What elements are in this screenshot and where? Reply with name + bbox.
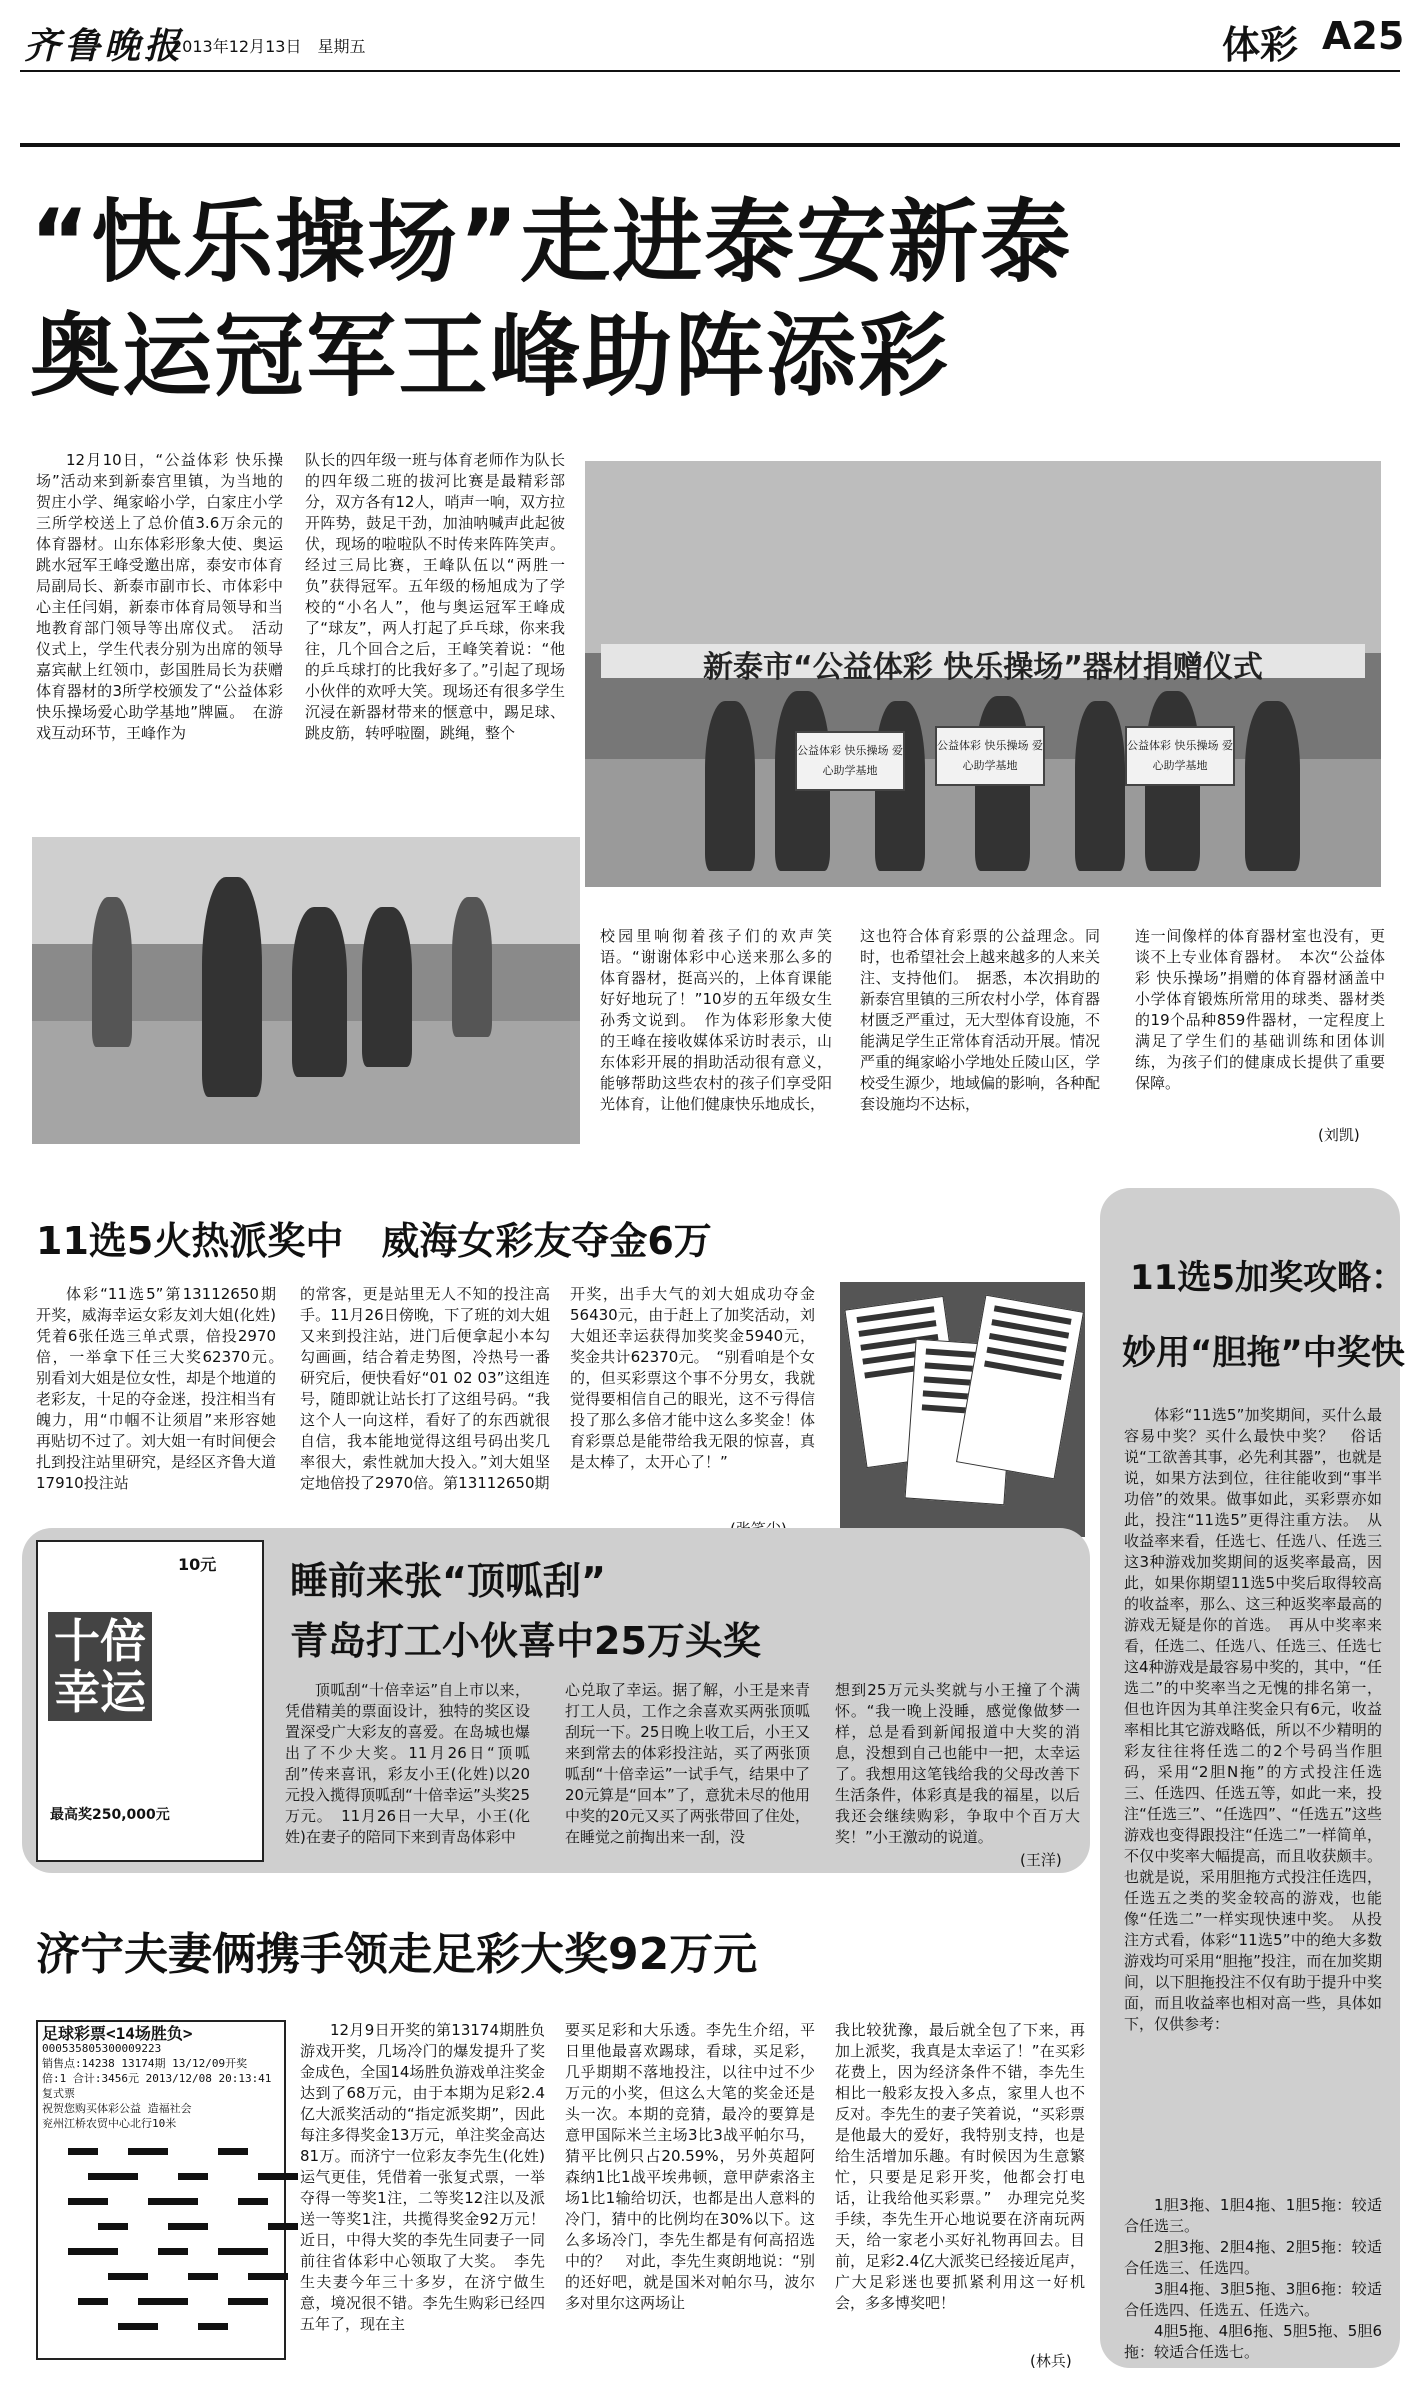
sidebar-tip: 1胆3拖、1胆4拖、1胆5拖：较适合任选三。 bbox=[1124, 2196, 1382, 2235]
article3-col2: 心兑取了幸运。据了解，小王是来青打工人员，工作之余喜欢买两张顶呱刮玩一下。25日晚上收工后，小王又来到常去的体彩投注站，买了两张顶呱刮“十倍幸运”一试手气，结果中了20元算是“回本”了，意犹未尽的他用中奖的20元又买了两张带回了住处，在睡觉之前掏出来一刮，没 bbox=[565, 1681, 810, 1846]
article3-title-line2: 青岛打工小伙喜中25万头奖 bbox=[290, 1619, 761, 1663]
person-figure bbox=[92, 897, 132, 1047]
sidebar-tip: 3胆4拖、3胆5拖、3胆6拖：较适合任选四、任选五、任选六。 bbox=[1124, 2280, 1382, 2319]
lottery-tickets-photo bbox=[840, 1282, 1085, 1537]
article1-title-line1: “快乐操场”走进泰安新泰 bbox=[30, 190, 1073, 295]
ticket-line: 祝贺您购买体彩公益 造福社会 bbox=[42, 2102, 192, 2115]
article1-col3: 校园里响彻着孩子们的欢声笑语。“谢谢体彩中心送来那么多的体育器材，挺高兴的，上体育课能好好地玩了！”10岁的五年级女生孙秀文说到。 作为体彩形象大使的王峰在接收媒体采访时表示，山东体彩开展的捐助活动很有意义，能够帮助这些农村的孩子们享受阳光体育，让他们健康快乐地成长， bbox=[600, 927, 832, 1113]
article4-signature: (林兵) bbox=[1030, 2352, 1072, 2370]
article1-signature: (刘凯) bbox=[1318, 1126, 1360, 1144]
article1-col2: 队长的四年级一班与体育老师作为队长的四年级二班的拔河比赛是最精彩部分，双方各有12人，哨声一响，双方拉开阵势，鼓足干劲，加油呐喊声此起彼伏，现场的啦啦队不时传来阵阵笑声。经过三局比赛，王峰队伍以“两胜一负”获得冠军。五年级的杨旭成为了学校的“小名人”，他与奥运冠军王峰成了“球友”，两人打起了乒乓球，你来我往，几个回合之后，王峰笑着说：“他的乒乓球打的比我好多了。”引起了现场小伙伴的欢呼大笑。现场还有很多学生沉浸在新器材带来的惬意中，踢足球、跳皮筋，转呼啦圈，跳绳，整个 bbox=[305, 451, 565, 742]
tug-of-war-photo bbox=[32, 837, 580, 1144]
article2-col1: 体彩“11选5”第13112650期开奖，威海幸运女彩友刘大姐(化姓)凭着6张任选三单式票，倍投2970倍，一举拿下任三大奖62370元。 别看刘大姐是位女性，却是个地道的老彩友，十足的夺金迷，投注相当有魄力，用“巾帼不让须眉”来形容她再贴切不过了。刘大姐一有时间便会扎到投注站里研究，是经区齐鲁大道17910投注站 bbox=[36, 1285, 292, 1492]
ticket-line: 复式票 bbox=[42, 2087, 75, 2100]
plaque: 公益体彩 快乐操场 爱心助学基地 bbox=[935, 726, 1045, 786]
article1-col1: 12月10日，“公益体彩 快乐操场”活动来到新泰宫里镇，为当地的贺庄小学、绳家峪小学，白家庄小学三所学校送上了总价值3.6万余元的体育器材。山东体彩形象大使、奥运跳水冠军王峰受邀出席，泰安市体育局副局长、新泰市副市长、市体彩中心主任闫娟，新泰市体育局领导和当地教育部门领导等出席仪式。 活动仪式上，学生代表分别为出席的领导嘉宾献上红领巾，彭国胜局长为获赠体育器材的3所学校颁发了“公益体彩快乐操场爱心助学基地”牌匾。 在游戏互动环节，王峰作为 bbox=[36, 451, 283, 742]
article4-col2: 要买足彩和大乐透。李先生介绍，平日里他最喜欢踢球，看球，买足彩，几乎期期不落地投注，以往中过不少万元的小奖，但这么大笔的奖金还是头一次。本期的竞猜，最冷的要算是意甲国际米兰主场3比3战平帕尔马，猜平比例只占20.59%，另外英超阿森纳1比1战平埃弗顿，意甲萨索洛主场1比1输给切沃，也都是出人意料的冷门，猜中的比例均在30%以下。这么多场冷门，李先生都是有何高招选中的？ 对此，李先生爽朗地说：“别的还好吧，就是国米对帕尔马，波尔多对里尔这两场让 bbox=[565, 2021, 815, 2312]
page-number: A25 bbox=[1322, 14, 1405, 58]
article3-col1: 顶呱刮“十倍幸运”自上市以来，凭借精美的票面设计，独特的奖区设置深受广大彩友的喜爱。在岛城也爆出了不少大奖。11月26日“顶呱刮”传来喜讯，彩友小王(化姓)以20元投入揽得顶呱刮“十倍幸运”头奖25万元。 11月26日一大早，小王(化姓)在妻子的陪同下来到青岛体彩中 bbox=[285, 1681, 530, 1846]
newspaper-logo: 齐鲁晚报 bbox=[24, 25, 185, 67]
sidebar-title-line2: 妙用“胆拖”中奖快 bbox=[1122, 1333, 1405, 1373]
ticket-line: 000535805300009223 bbox=[42, 2042, 162, 2055]
section-name: 体彩 bbox=[1222, 23, 1299, 67]
football-lottery-ticket bbox=[36, 2020, 286, 2360]
sidebar-body: 体彩“11选5”加奖期间，买什么最容易中奖？买什么最快中奖？ 俗话说“工欲善其事，必先利其器”，也就是说，如果方法到位，往往能收到“事半功倍”的效果。做事如此，买彩票亦如此，投注“11选5”更得注重方法。 从收益率来看，任选七、任选八、任选三这3种游戏加奖期间的返奖率最高，因此，如果你期望11选5中奖后取得较高的收益率，那么、这三种返奖率最高的游戏无疑是你的首选。 再从中奖率来看，任选二、任选八、任选三、任选七这4种游戏是最容易中奖的，其中，“任选二”的中奖率当之无愧的排名第一，但也许因为其单注奖金只有6元，收益率相比其它游戏略低，所以不少精明的彩友往往将任选二的2个号码当作胆码，采用“2胆N拖”的方式投注任选三、任选四、任选五等，如此一来，投注“任选三”、“任选四”、“任选五”这些游戏也变得跟投注“任选二”一样简单，不仅中奖率大幅提高，而且收获颇丰。也就是说，采用胆拖方式投注任选四，任选五之类的奖金较高的游戏，也能像“任选二”一样实现快速中奖。 从投注方式看，体彩“11选5”中的绝大多数游戏均可采用“胆拖”投注，而在加奖期间，以下胆拖投注不仅有助于提升中奖面，而且收益率也相对高一些，具体如下，仅供参考： bbox=[1124, 1406, 1382, 2033]
ceremony-photo bbox=[585, 461, 1381, 887]
scratch-ticket-image bbox=[36, 1540, 264, 1862]
ticket-prize: 最高奖250,000元 bbox=[50, 1807, 170, 1823]
header-rule bbox=[20, 70, 1400, 72]
plaque: 公益体彩 快乐操场 爱心助学基地 bbox=[1125, 726, 1235, 786]
issue-date: 2013年12月13日 星期五 bbox=[172, 37, 366, 56]
lottery-ticket bbox=[956, 1295, 1084, 1480]
article1-col4: 这也符合体育彩票的公益理念。同时，也希望社会上越来越多的人来关注、支持他们。 据悉，本次捐助的新泰宫里镇的三所农村小学，体育器材匮乏严重过，无大型体育设施，不能满足学生正常体育活动开展。情况严重的绳家峪小学地处丘陵山区，学校受生源少，地域偏的影响，各种配套设施均不达标， bbox=[860, 927, 1101, 1113]
ticket-line: 销售点:14238 13174期 13/12/09开奖 bbox=[42, 2057, 248, 2070]
article3-col3: 想到25万元头奖就与小王撞了个满怀。“我一晚上没睡，感觉像做梦一样，总是看到新闻报道中大奖的消息，没想到自己也能中一把，太幸运了。我想用这笔钱给我的父母改善下生活条件，体彩真是我的福星，以后我还会继续购彩，争取中个百万大奖！”小王激动的说道。 bbox=[835, 1681, 1080, 1846]
article3-signature: (王洋) bbox=[1020, 1851, 1062, 1869]
person-figure bbox=[452, 897, 492, 1037]
article4-col3: 我比较犹豫，最后就全包了下来，再加上派奖，我真是太幸运了！”在买彩花费上，因为经济条件不错，李先生相比一般彩友投入多点，家里人也不反对。李先生的妻子笑着说，“买彩票是他最大的爱好，我特别支持，也是给生活增加乐趣。有时候因为生意繁忙，只要是足彩开奖，他都会打电话，让我给他买彩票。” 办理完兑奖手续，李先生开心地说要在济南玩两天，给一家老小买好礼物再回去。目前，足彩2.4亿大派奖已经接近尾声，广大足彩迷也要抓紧利用这一好机会，多多博奖吧！ bbox=[835, 2021, 1085, 2312]
header-rule-thick bbox=[20, 143, 1400, 147]
person-figure bbox=[1075, 701, 1125, 871]
article3-title-line1: 睡前来张“顶呱刮” bbox=[290, 1559, 606, 1603]
sidebar-title-line1: 11选5加奖攻略： bbox=[1130, 1258, 1405, 1298]
ticket-barcode-pattern bbox=[68, 2148, 308, 2338]
sidebar-tip: 4胆5拖、4胆6拖、5胆5拖、5胆6拖：较适合任选七。 bbox=[1124, 2322, 1382, 2361]
person-figure bbox=[292, 907, 347, 1077]
person-figure bbox=[1245, 701, 1300, 871]
article2-title: 11选5火热派奖中 威海女彩友夺金6万 bbox=[36, 1219, 712, 1263]
ticket-name: 十倍 幸运 bbox=[48, 1612, 152, 1721]
ticket-header: 足球彩票<14场胜负> bbox=[42, 2024, 193, 2043]
person-figure bbox=[705, 701, 755, 871]
plaque: 公益体彩 快乐操场 爱心助学基地 bbox=[795, 731, 905, 791]
article1-col5: 连一间像样的体育器材室也没有，更谈不上专业体育器材。 本次“公益体彩 快乐操场”捐赠的体育器材涵盖中小学体育锻炼所常用的球类、器材类的19个品种859件器材，一定程度上满足了学生们的基础训练和团体训练，为孩子们的健康成长提供了重要保障。 bbox=[1135, 927, 1385, 1092]
ceremony-banner: 新泰市“公益体彩 快乐操场”器材捐赠仪式 bbox=[601, 644, 1365, 678]
article1-title-line2: 奥运冠军王峰助阵添彩 bbox=[30, 304, 950, 409]
person-figure bbox=[202, 877, 262, 1097]
article4-col1: 12月9日开奖的第13174期胜负游戏开奖，几场冷门的爆发提升了奖金成色，全国14场胜负游戏单注奖金达到了68万元，由于本期为足彩2.4亿大派奖活动的“指定派奖期”，因此每注多得奖金13万元，单注奖金高达81万。而济宁一位彩友李先生(化姓)运气更佳，凭借着一张复式票，一举夺得一等奖1注，二等奖12注以及派送一等奖1注，共揽得奖金92万元！近日，中得大奖的李先生同妻子一同前往省体彩中心领取了大奖。 李先生夫妻今年三十多岁，在济宁做生意，境况很不错。李先生购彩已经四五年了，现在主 bbox=[300, 2021, 545, 2333]
article4-title: 济宁夫妻俩携手领走足彩大奖92万元 bbox=[36, 1929, 758, 1980]
sidebar-tips bbox=[1124, 2195, 1382, 2370]
article2-col2: 的常客，更是站里无人不知的投注高手。11月26日傍晚，下了班的刘大姐又来到投注站，进门后便拿起小本勾勾画画，结合着走势图，冷热号一番研究后，便快看好“01 02 03”这组连号，随即就让站长打了这组号码。“我这个人一向这样，看好了的东西就很自信，我本能地觉得这组号码出奖几率很大，索性就加大投入。”刘大姐坚定地倍投了2970倍。第13112650期 bbox=[300, 1285, 550, 1492]
sidebar-tip: 2胆3拖、2胆4拖、2胆5拖：较适合任选三、任选四。 bbox=[1124, 2238, 1382, 2277]
ticket-line: 倍:1 合计:3456元 2013/12/08 20:13:41 bbox=[42, 2072, 272, 2085]
ticket-price: 10元 bbox=[178, 1555, 217, 1574]
ticket-line: 兖州江桥农贸中心北行10米 bbox=[42, 2117, 177, 2130]
person-figure bbox=[362, 907, 412, 1067]
article2-col3: 开奖，出手大气的刘大姐成功夺金56430元，由于赶上了加奖活动，刘大姐还幸运获得加奖奖金5940元，奖金共计62370元。 “别看咱是个女的，但买彩票这个事不分男女，我就觉得要相信自己的眼光，这不亏得信投了那么多倍才能中这么多奖金！体育彩票总是能带给我无限的惊喜，真是太棒了，太开心了！” bbox=[570, 1285, 815, 1471]
